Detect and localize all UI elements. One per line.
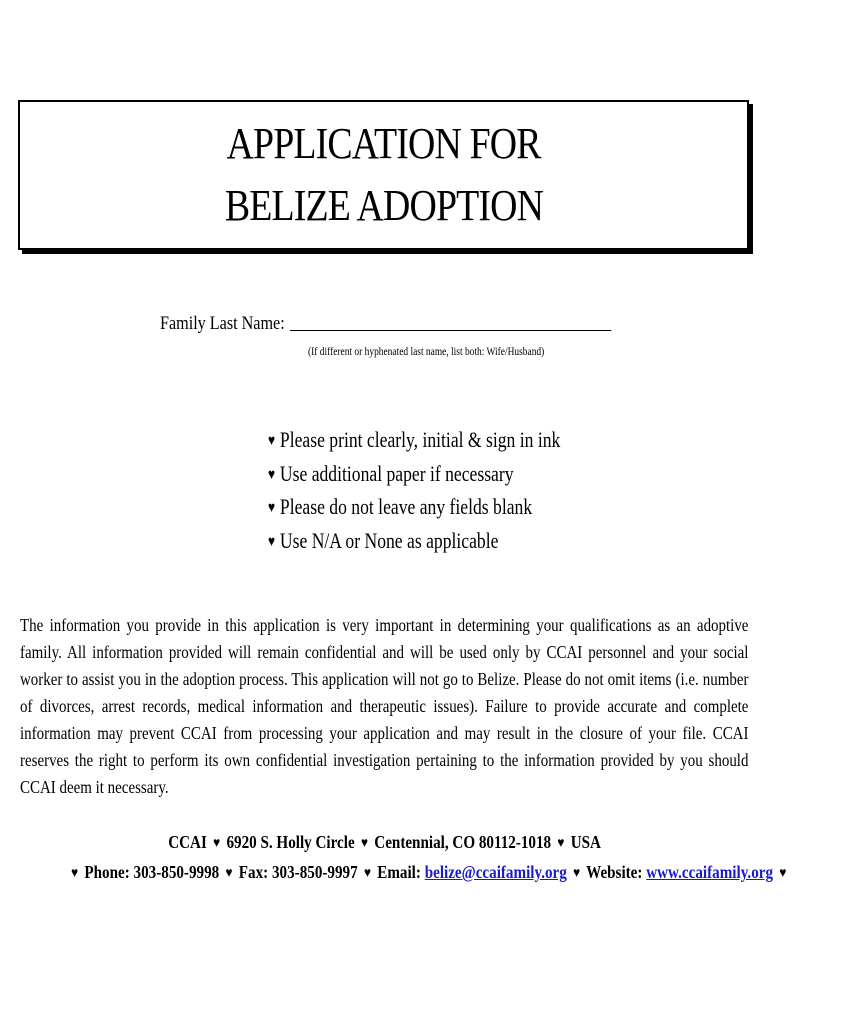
contact-address-line [0, 832, 770, 853]
heart-icon: ♥ [213, 836, 221, 851]
heart-icon: ♥ [225, 866, 233, 881]
heart-icon: ♥ [779, 866, 787, 881]
instruction-text: Use N/A or None as applicable [279, 527, 499, 553]
fax-label: Fax: [238, 862, 269, 882]
intro-paragraph: The information you provide in this application is very important in determining your qualifications as an adoptive family. All information provided will remain confidential and will be used only by CCAI personnel and your social worker to assist you in the adoption process. This application will not go to Belize. Please do not omit items (i.e. number of divorces, arrest records, medical information and therapeutic issues). Failure to provide accurate and complete information may prevent CCAI from processing your application and may result in the closure of your file. CCAI reserves the right to perform its own confidential investigation pertaining to the information provided by you should CCAI deem it necessary. [20, 615, 749, 797]
heart-icon: ♥ [268, 533, 276, 550]
fax-number: 303-850-9997 [271, 862, 358, 882]
heart-icon: ♥ [363, 866, 371, 881]
email-link[interactable]: belize@ccaifamily.org [424, 862, 567, 882]
title-line-1: APPLICATION FOR [226, 119, 541, 168]
family-last-name-note: (If different or hyphenated last name, list both: Wife/Husband) [308, 346, 545, 358]
city-state-zip: Centennial, CO 80112-1018 [374, 832, 552, 852]
heart-icon: ♥ [268, 500, 276, 516]
instruction-item [268, 424, 560, 458]
family-last-name-label: Family Last Name: [160, 313, 285, 334]
family-last-name-field[interactable] [290, 312, 611, 331]
instruction-item [268, 525, 560, 559]
instruction-text: Please print clearly, initial & sign in ink [279, 427, 561, 452]
website-link[interactable]: www.ccaifamily.org [646, 862, 774, 882]
instruction-text: Use additional paper if necessary [279, 460, 514, 486]
heart-icon: ♥ [557, 836, 565, 851]
instruction-item [268, 458, 560, 492]
instruction-text: Please do not leave any fields blank [279, 494, 533, 519]
street-address: 6920 S. Holly Circle [226, 832, 356, 852]
org-name: CCAI [168, 832, 208, 852]
title-box [18, 100, 749, 250]
family-last-name-row [160, 312, 611, 335]
phone-label: Phone: [84, 862, 130, 882]
instruction-item [268, 491, 560, 525]
phone-number: 303-850-9998 [133, 862, 220, 882]
email-label: Email: [377, 862, 421, 882]
heart-icon: ♥ [268, 466, 276, 483]
heart-icon: ♥ [361, 836, 369, 851]
heart-icon: ♥ [71, 866, 79, 881]
heart-icon: ♥ [573, 866, 581, 881]
country: USA [571, 832, 602, 852]
heart-icon: ♥ [268, 433, 276, 449]
title-line-2: BELIZE ADOPTION [224, 181, 543, 230]
website-label: Website: [586, 862, 643, 882]
instruction-list [268, 424, 633, 558]
contact-info-line [0, 862, 787, 883]
